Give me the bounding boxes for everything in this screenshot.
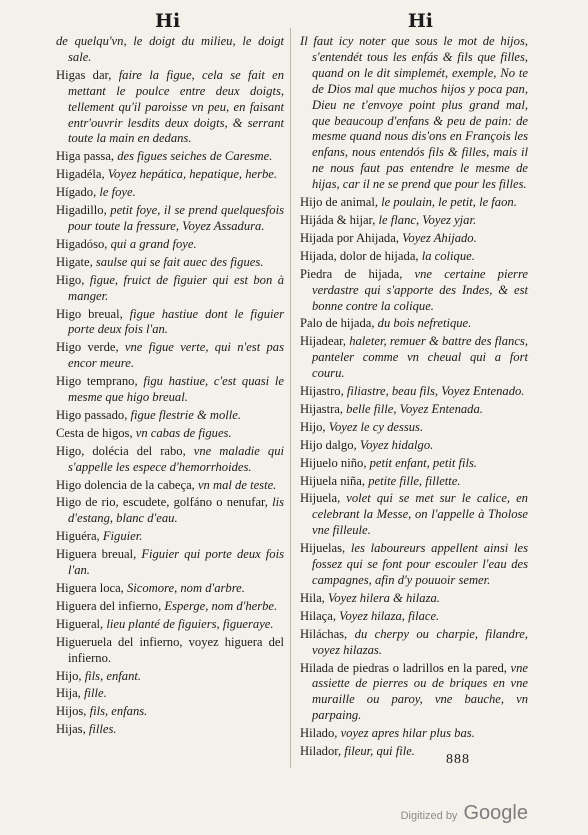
dictionary-entry <box>300 744 528 760</box>
entry-headword: Hilador, <box>300 744 345 759</box>
entry-definition: vn mal de teste. <box>197 477 277 492</box>
digitized-watermark <box>401 802 528 825</box>
entry-definition: figue, fruict de figuier qui est bon à manger. <box>68 272 284 303</box>
entry-definition: Voyez hilaza, filace. <box>339 608 440 623</box>
entry-headword: Hijuela niña, <box>300 473 369 488</box>
entry-headword: Hijada, dolor de hijada, <box>300 248 422 263</box>
entry-definition: saulse qui se fait auec des figues. <box>95 254 264 269</box>
entry-headword: Hijuelas, <box>300 541 351 556</box>
entry-headword: Hijada por Ahijada, <box>300 230 403 245</box>
entry-headword: Hila, <box>300 590 328 605</box>
entry-definition: fille. <box>83 686 107 701</box>
dictionary-entry <box>56 722 284 738</box>
entry-headword: Higadéla, <box>56 167 108 182</box>
entry-definition: Figuier. <box>102 529 143 544</box>
dictionary-entry <box>56 495 284 527</box>
entry-headword: Cesta de higos, <box>56 425 136 440</box>
entry-headword: Hilado, <box>300 726 341 741</box>
right-column <box>300 34 528 762</box>
entry-headword: Higo dolencia de la cabeça, <box>56 477 198 492</box>
dictionary-entry <box>300 591 528 607</box>
entry-definition: volet qui se met sur le calice, en celebrant la Messe, on l'appelle à Tholose vne filleule. <box>312 491 528 538</box>
dictionary-entry <box>56 444 284 476</box>
entry-definition: Voyez le cy dessus. <box>328 419 424 434</box>
dictionary-entry <box>300 334 528 382</box>
entry-headword: Hijo, <box>56 668 85 683</box>
dictionary-entry <box>300 34 528 193</box>
entry-headword: Hilada de piedras o ladrillos en la pared, <box>300 660 511 675</box>
entry-headword: Higo, dolécia del rabo, <box>56 443 194 458</box>
entry-headword: Hiláchas, <box>300 626 355 641</box>
dictionary-entry <box>300 491 528 539</box>
dictionary-entry <box>56 237 284 253</box>
dictionary-entry <box>300 213 528 229</box>
entry-definition: Voyez hidalgo. <box>359 437 434 452</box>
entry-definition: vne figue verte, qui n'est pas encor meure. <box>68 340 284 371</box>
entry-headword: Hijo, <box>300 419 329 434</box>
entry-definition: vne assiette de pierres ou de briques en vne muraille ou paroy, vne bauche, vn parpaing. <box>312 660 528 723</box>
entry-headword: Hijo dalgo, <box>300 437 360 452</box>
dictionary-entry <box>56 617 284 633</box>
dictionary-entry <box>300 249 528 265</box>
entry-headword: Higueruela del infierno, voyez higuera del infierno. <box>56 634 284 665</box>
dictionary-entry <box>300 474 528 490</box>
entry-definition: Voyez Ahijado. <box>402 230 477 245</box>
dictionary-entry <box>300 456 528 472</box>
entry-definition: Sicomore, nom d'arbre. <box>126 581 245 595</box>
entry-headword: Higate, <box>56 254 96 269</box>
entry-definition: lieu planté de figuiers, figueraye. <box>106 616 274 631</box>
dictionary-entry <box>56 340 284 372</box>
entry-definition: faire la figue, cela se fait en mettant le poulce entre deux doigts, tellement qu'il paroisse vn peu, en faisant entr'ouvrir lesdits deux doigts, & serrant toute la main en dedans. <box>68 67 284 146</box>
entry-headword: Hijastro, <box>300 384 347 399</box>
entry-headword: Hijo de animal, <box>300 195 382 210</box>
entry-headword: Higadóso, <box>56 236 111 251</box>
dictionary-entry <box>56 408 284 424</box>
dictionary-entry <box>56 581 284 597</box>
dictionary-entry <box>56 686 284 702</box>
header-left: Hi <box>155 10 181 32</box>
dictionary-entry <box>56 478 284 494</box>
dictionary-entry <box>300 627 528 659</box>
dictionary-entry <box>56 68 284 148</box>
entry-headword: Higueral, <box>56 616 107 631</box>
entry-headword: Higo verde, <box>56 340 125 355</box>
entry-headword: Higa passa, <box>56 149 118 164</box>
entry-headword: Hilaça, <box>300 608 340 623</box>
dictionary-entry <box>56 704 284 720</box>
entry-definition: petit enfant, petit fils. <box>369 455 478 470</box>
entry-headword: Higuéra, <box>56 529 103 544</box>
entry-definition: Il faut icy noter que sous le mot de hijos, s'entendét tous les enfás & fils que filles, quand on le dit simplemét, exemple, No te de Dios mal que muchos hijos y poca pan, Dieu ne t'envoye point plus grand mal, que beaucoup d'enfans & peu de pain: de mesme quand nous dis'ons en François les enfans, nous entendós fils & filles, mais il ne nous faut pas entendre le mesme de hijas, car il ne se prend que pour les filles. <box>300 34 528 192</box>
dictionary-entry <box>56 273 284 305</box>
entry-definition: Esperge, nom d'herbe. <box>164 598 278 613</box>
entry-definition: petit foye, il se prend quelquesfois pour toute la fressure, Voyez Assadura. <box>68 203 284 233</box>
dictionary-entry <box>56 426 284 442</box>
entry-headword: Hija, <box>56 686 84 701</box>
left-column <box>56 34 284 740</box>
entry-headword: Higo temprano, <box>56 374 144 389</box>
entry-definition: des figues seiches de Caresme. <box>117 149 273 164</box>
watermark-prefix: Digitized by <box>400 810 458 822</box>
entry-headword: Higuera breual, <box>56 547 142 562</box>
entry-definition: fils, enfans. <box>89 704 148 719</box>
entry-headword: Hijadear, <box>300 334 350 349</box>
entry-definition: filles. <box>88 722 117 737</box>
entry-definition: du cherpy ou charpie, filandre, voyez hilazas. <box>312 626 528 657</box>
dictionary-entry <box>56 307 284 339</box>
entry-headword: Hígado, <box>56 185 100 200</box>
entry-definition: fils, enfant. <box>84 668 142 683</box>
entry-definition: Voyez hepática, hepatique, herbe. <box>107 167 278 182</box>
entry-headword: Hijas, <box>56 722 89 737</box>
entry-headword: Higadillo, <box>56 203 111 218</box>
entry-definition: du bois nefretique. <box>377 316 472 331</box>
entry-definition: figu hastiue, c'est quasi le mesme que higo breual. <box>68 374 284 405</box>
dictionary-entry <box>300 609 528 625</box>
entry-definition: vne maladie qui s'appelle les espece d'hemorrhoides. <box>68 443 284 474</box>
entry-definition: Voyez hilera & hilaza. <box>327 590 440 605</box>
entry-definition: voyez apres hilar plus bas. <box>340 726 475 741</box>
entry-definition: figue flestrie & molle. <box>130 407 242 422</box>
entry-headword: Higas dar, <box>56 67 119 82</box>
dictionary-entry <box>56 547 284 579</box>
entry-definition: belle fille, Voyez Entenada. <box>346 401 483 416</box>
entry-definition: qui a grand foye. <box>110 236 197 251</box>
entry-definition: fileur, qui file. <box>344 744 415 759</box>
dictionary-entry <box>56 203 284 235</box>
dictionary-entry <box>300 661 528 725</box>
dictionary-entry <box>56 599 284 615</box>
entry-definition: les laboureurs appellent ainsi les fossez qui se font pour escouler l'eau des campagnes, afin d'y pouuoir semer. <box>312 541 528 587</box>
dictionary-entry <box>300 384 528 400</box>
dictionary-entry <box>56 34 284 66</box>
dictionary-entry <box>56 374 284 406</box>
entry-definition: vn cabas de figues. <box>135 425 232 440</box>
google-logo: Google <box>463 802 528 824</box>
entry-headword: Hijáda & hijar, <box>300 212 379 227</box>
dictionary-entry <box>56 255 284 271</box>
entry-headword: Higo de rio, escudete, golfáno o nenufar, <box>56 495 273 510</box>
catchword: 888 <box>446 752 470 767</box>
entry-definition: lis d'estang, blanc d'eau. <box>68 495 284 526</box>
entry-headword: Hijuela, <box>300 491 347 506</box>
entry-definition: figue hastiue dont le figuier porte deux fois l'an. <box>68 306 284 337</box>
entry-headword: Higuera del infierno, <box>56 598 165 613</box>
entry-headword: Hijastra, <box>300 401 347 416</box>
dictionary-entry <box>56 185 284 201</box>
entry-headword: Higo passado, <box>56 407 131 422</box>
running-header <box>60 10 528 32</box>
dictionary-entry <box>300 316 528 332</box>
dictionary-entry <box>300 541 528 589</box>
dictionary-entry <box>56 149 284 165</box>
dictionary-entry <box>300 195 528 211</box>
entry-definition: de quelqu'vn, le doigt du milieu, le doigt sale. <box>56 34 284 64</box>
entry-headword: Hijos, <box>56 704 90 719</box>
entry-definition: petite fille, fillette. <box>368 473 461 488</box>
entry-definition: la colique. <box>421 248 475 263</box>
header-right: Hi <box>407 10 433 32</box>
entry-definition: Figuier qui porte deux fois l'an. <box>68 547 284 578</box>
dictionary-entry <box>300 231 528 247</box>
entry-definition: le poulain, le petit, le faon. <box>381 195 517 210</box>
dictionary-entry <box>300 402 528 418</box>
entry-definition: le foye. <box>99 185 136 200</box>
dictionary-entry <box>56 669 284 685</box>
dictionary-entry <box>300 267 528 315</box>
entry-definition: filiastre, beau fils, Voyez Entenado. <box>346 384 525 399</box>
entry-headword: Hijuelo niño, <box>300 455 370 470</box>
entry-headword: Higuera loca, <box>56 581 127 595</box>
entry-headword: Higo, <box>56 272 90 287</box>
dictionary-entry <box>56 635 284 667</box>
dictionary-entry <box>300 420 528 436</box>
entry-headword: Higo breual, <box>56 306 130 321</box>
dictionary-entry <box>300 438 528 454</box>
dictionary-entry <box>300 726 528 742</box>
dictionary-entry <box>56 167 284 183</box>
entry-definition: vne certaine pierre verdastre qui s'apporte des Indes, & est bonne contre la colique. <box>312 266 528 313</box>
dictionary-entry <box>56 529 284 545</box>
column-divider <box>290 28 291 768</box>
entry-headword: Piedra de hijada, <box>300 266 415 281</box>
entry-definition: haleter, remuer & battre des flancs, panteler comme vn cheual qui a fort couru. <box>312 334 528 381</box>
entry-headword: Palo de hijada, <box>300 316 378 331</box>
entry-definition: le flanc, Voyez yjar. <box>378 212 477 227</box>
